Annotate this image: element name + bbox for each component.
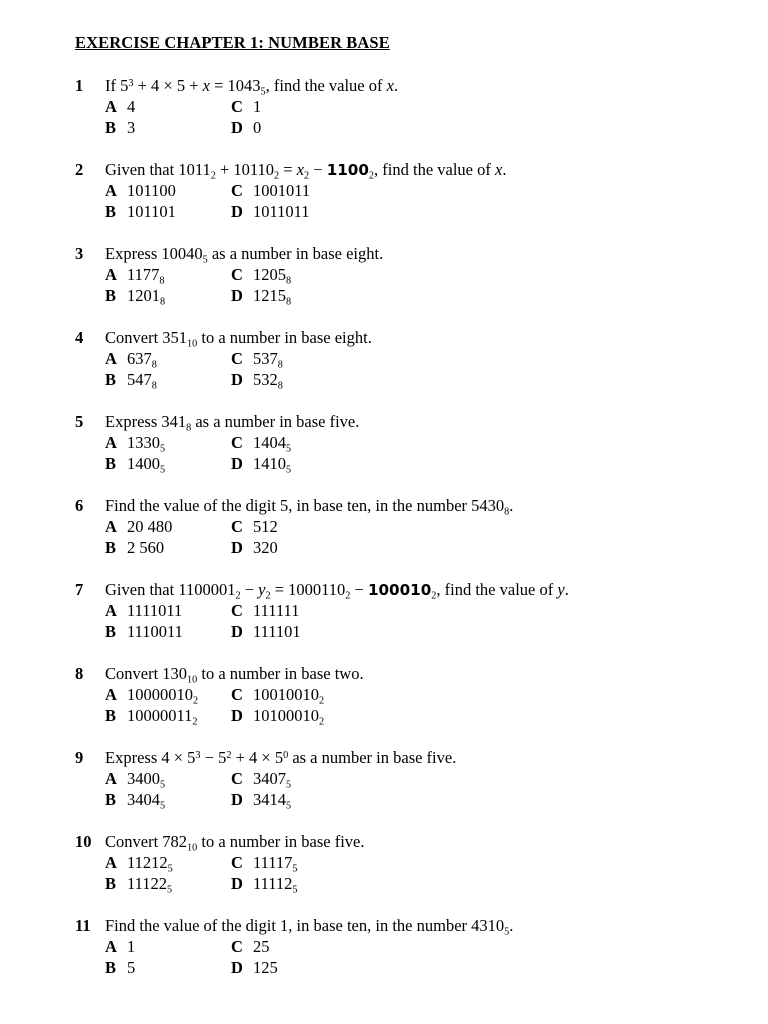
- text-fragment: x: [296, 160, 305, 179]
- text-fragment: 5: [167, 863, 173, 875]
- option-value: [127, 181, 176, 200]
- option-value: [253, 769, 292, 791]
- option-letter: B: [105, 538, 117, 557]
- option-letter: B: [105, 790, 117, 809]
- option-d[interactable]: [231, 453, 291, 474]
- option-letter: A: [105, 349, 117, 368]
- option-d[interactable]: [231, 705, 324, 726]
- option-value: [253, 706, 325, 728]
- text-fragment: to a number in base five.: [197, 832, 365, 851]
- page-title: EXERCISE CHAPTER 1: NUMBER BASE: [75, 33, 390, 52]
- option-b[interactable]: [105, 201, 176, 222]
- option-value: [253, 538, 278, 557]
- text-fragment: 2: [319, 716, 325, 728]
- option-c[interactable]: [231, 936, 270, 957]
- text-fragment: =: [279, 160, 297, 179]
- text-fragment: 2: [265, 590, 271, 602]
- text-fragment: 1110011: [127, 622, 183, 641]
- question-stem: [105, 495, 513, 516]
- option-c[interactable]: [231, 432, 291, 453]
- option-value: [127, 202, 176, 221]
- option-value: [127, 622, 183, 641]
- option-value: [253, 937, 270, 956]
- question-number: 1: [75, 76, 84, 95]
- text-fragment: as a number in base five.: [191, 412, 360, 431]
- text-fragment: 10000011: [127, 706, 193, 725]
- option-letter: A: [105, 769, 117, 788]
- option-value: [253, 118, 261, 137]
- question-11: [75, 915, 755, 978]
- question-4: [75, 327, 755, 390]
- text-fragment: 2: [192, 716, 198, 728]
- option-letter: A: [105, 181, 117, 200]
- text-fragment: y: [557, 580, 565, 599]
- question-1: [75, 75, 755, 138]
- text-fragment: 5: [202, 254, 208, 266]
- question-number: 4: [75, 328, 84, 347]
- text-fragment: 125: [253, 958, 278, 977]
- option-letter: C: [231, 181, 243, 200]
- text-fragment: .: [393, 76, 399, 95]
- text-fragment: 11112: [253, 874, 293, 893]
- option-value: [127, 874, 173, 896]
- text-fragment: 4: [127, 97, 136, 116]
- text-fragment: 5: [292, 863, 298, 875]
- text-fragment: 5: [504, 926, 510, 938]
- text-fragment: 1: [127, 937, 136, 956]
- text-fragment: 11117: [253, 853, 293, 872]
- option-value: [253, 370, 283, 392]
- text-fragment: 512: [253, 517, 278, 536]
- text-fragment: 1201: [127, 286, 160, 305]
- text-fragment: .: [564, 580, 569, 599]
- question-number: 11: [75, 916, 91, 935]
- option-c[interactable]: [231, 348, 283, 369]
- option-letter: D: [231, 622, 243, 641]
- text-fragment: Find the value of the digit 5, in base ten, in the number 5430: [105, 496, 505, 515]
- text-fragment: 2: [226, 749, 232, 761]
- option-d[interactable]: [231, 957, 278, 978]
- text-fragment: Given that 1100001: [105, 580, 236, 599]
- option-a[interactable]: [105, 516, 172, 537]
- option-c[interactable]: [231, 516, 278, 537]
- option-a[interactable]: [105, 180, 176, 201]
- option-value: [253, 517, 278, 536]
- question-number: 3: [75, 244, 84, 263]
- option-value: [127, 433, 166, 455]
- question-stem: [105, 411, 359, 432]
- question-5: [75, 411, 755, 474]
- option-d[interactable]: [231, 621, 301, 642]
- text-fragment: x: [386, 76, 394, 95]
- option-letter: B: [105, 958, 117, 977]
- text-fragment: 11122: [127, 874, 168, 893]
- option-value: [253, 685, 325, 707]
- question-stem: [105, 747, 456, 768]
- option-letter: C: [231, 349, 243, 368]
- text-fragment: 3404: [127, 790, 160, 809]
- option-a[interactable]: [105, 852, 173, 873]
- text-fragment: 8: [277, 359, 283, 371]
- text-fragment: 5: [292, 884, 298, 896]
- text-fragment: .: [502, 160, 507, 179]
- text-fragment: , find the value of: [436, 580, 558, 599]
- option-letter: A: [105, 265, 117, 284]
- text-fragment: 25: [253, 937, 270, 956]
- option-c[interactable]: [231, 600, 299, 621]
- text-fragment: 100010: [367, 581, 432, 599]
- option-value: [127, 769, 166, 791]
- text-fragment: Convert 782: [105, 832, 188, 851]
- option-letter: A: [105, 517, 117, 536]
- option-value: [253, 286, 292, 308]
- option-a[interactable]: [105, 348, 157, 369]
- option-letter: A: [105, 97, 117, 116]
- option-letter: D: [231, 958, 243, 977]
- option-letter: C: [231, 685, 243, 704]
- question-stem: [105, 915, 513, 936]
- option-letter: D: [231, 454, 243, 473]
- text-fragment: + 4 × 5: [231, 748, 284, 767]
- option-d[interactable]: [231, 789, 291, 810]
- text-fragment: + 10110: [215, 160, 275, 179]
- option-d[interactable]: [231, 117, 261, 138]
- text-fragment: 3: [127, 118, 136, 137]
- option-b[interactable]: [105, 117, 135, 138]
- option-letter: D: [231, 118, 243, 137]
- text-fragment: 5: [286, 779, 292, 791]
- text-fragment: as a number in base eight.: [207, 244, 384, 263]
- option-c[interactable]: [231, 180, 310, 201]
- option-value: [253, 97, 261, 116]
- option-value: [127, 538, 164, 557]
- option-value: [127, 790, 166, 812]
- text-fragment: 1205: [253, 265, 286, 284]
- text-fragment: 1400: [127, 454, 160, 473]
- text-fragment: 3407: [253, 769, 286, 788]
- text-fragment: 2: [274, 170, 280, 182]
- option-value: [127, 601, 182, 620]
- question-7: [75, 579, 755, 642]
- text-fragment: 2: [304, 170, 310, 182]
- option-letter: D: [231, 202, 243, 221]
- option-value: [253, 874, 298, 896]
- option-b[interactable]: [105, 621, 183, 642]
- text-fragment: .: [509, 916, 514, 935]
- text-fragment: 2: [431, 590, 437, 602]
- text-fragment: − 5: [200, 748, 227, 767]
- option-value: [127, 517, 172, 536]
- option-letter: C: [231, 769, 243, 788]
- option-a[interactable]: [105, 600, 182, 621]
- question-number: 10: [75, 832, 92, 851]
- option-b[interactable]: [105, 873, 172, 894]
- text-fragment: 2: [210, 170, 216, 182]
- text-fragment: Find the value of the digit 1, in base ten, in the number 4310: [105, 916, 505, 935]
- option-a[interactable]: [105, 264, 165, 285]
- question-number: 7: [75, 580, 84, 599]
- text-fragment: 1001011: [253, 181, 311, 200]
- question-3: [75, 243, 755, 306]
- text-fragment: If 5: [105, 76, 129, 95]
- option-letter: A: [105, 853, 117, 872]
- text-fragment: as a number in base five.: [288, 748, 457, 767]
- text-fragment: 1330: [127, 433, 160, 452]
- text-fragment: 547: [127, 370, 152, 389]
- question-stem: [105, 159, 506, 181]
- text-fragment: 8: [277, 380, 283, 392]
- text-fragment: 1011011: [253, 202, 310, 221]
- option-letter: C: [231, 853, 243, 872]
- text-fragment: 11212: [127, 853, 168, 872]
- text-fragment: 101101: [127, 202, 176, 221]
- text-fragment: Express 10040: [105, 244, 203, 263]
- text-fragment: −: [350, 580, 368, 599]
- text-fragment: 5: [286, 800, 292, 812]
- text-fragment: 1410: [253, 454, 286, 473]
- option-letter: B: [105, 202, 117, 221]
- option-letter: D: [231, 286, 243, 305]
- question-10: [75, 831, 755, 894]
- option-value: [253, 349, 283, 371]
- option-letter: A: [105, 601, 117, 620]
- option-value: [253, 265, 292, 287]
- question-number: 8: [75, 664, 84, 683]
- option-value: [127, 118, 135, 137]
- question-number: 5: [75, 412, 84, 431]
- option-value: [127, 958, 135, 977]
- question-number: 2: [75, 160, 84, 179]
- text-fragment: 10: [187, 842, 198, 854]
- option-letter: A: [105, 937, 117, 956]
- question-stem: [105, 831, 365, 852]
- text-fragment: 0: [253, 118, 262, 137]
- text-fragment: x: [202, 76, 210, 95]
- option-value: [127, 706, 198, 728]
- option-c[interactable]: [231, 684, 324, 705]
- text-fragment: 20 480: [127, 517, 173, 536]
- option-value: [253, 601, 299, 620]
- text-fragment: 8: [151, 359, 157, 371]
- text-fragment: 1177: [127, 265, 160, 284]
- option-b[interactable]: [105, 789, 165, 810]
- option-a[interactable]: [105, 684, 198, 705]
- text-fragment: 8: [286, 296, 292, 308]
- question-number: 6: [75, 496, 84, 515]
- text-fragment: 1404: [253, 433, 286, 452]
- text-fragment: 5: [127, 958, 136, 977]
- text-fragment: 2: [235, 590, 241, 602]
- option-value: [127, 937, 135, 956]
- text-fragment: Convert 130: [105, 664, 188, 683]
- question-number: 9: [75, 748, 84, 767]
- question-2: [75, 159, 755, 222]
- text-fragment: 1215: [253, 286, 286, 305]
- text-fragment: 1100: [326, 161, 369, 179]
- option-a[interactable]: [105, 96, 135, 117]
- text-fragment: 111111: [253, 601, 300, 620]
- text-fragment: 3414: [253, 790, 286, 809]
- option-value: [253, 853, 298, 875]
- text-fragment: .: [509, 496, 514, 515]
- option-a[interactable]: [105, 936, 135, 957]
- option-letter: B: [105, 118, 117, 137]
- option-d[interactable]: [231, 369, 283, 390]
- text-fragment: 10: [187, 674, 198, 686]
- text-fragment: 5: [160, 443, 166, 455]
- option-letter: A: [105, 685, 117, 704]
- text-fragment: 537: [253, 349, 278, 368]
- question-stem: [105, 243, 383, 264]
- option-value: [253, 433, 292, 455]
- option-d[interactable]: [231, 285, 291, 306]
- option-b[interactable]: [105, 453, 165, 474]
- text-fragment: 2 560: [127, 538, 165, 557]
- text-fragment: Express 4 × 5: [105, 748, 196, 767]
- text-fragment: 101100: [127, 181, 176, 200]
- option-letter: B: [105, 874, 117, 893]
- option-letter: B: [105, 454, 117, 473]
- text-fragment: to a number in base eight.: [197, 328, 372, 347]
- text-fragment: 3: [128, 77, 134, 89]
- option-value: [127, 454, 166, 476]
- option-letter: C: [231, 937, 243, 956]
- option-value: [127, 97, 135, 116]
- text-fragment: x: [495, 160, 503, 179]
- text-fragment: = 1000110: [270, 580, 346, 599]
- option-a[interactable]: [105, 432, 165, 453]
- option-d[interactable]: [231, 873, 298, 894]
- text-fragment: 532: [253, 370, 278, 389]
- question-stem: [105, 663, 364, 684]
- option-c[interactable]: [231, 852, 298, 873]
- option-value: [253, 622, 301, 641]
- option-value: [127, 349, 157, 371]
- text-fragment: 2: [345, 590, 351, 602]
- text-fragment: + 4 × 5 +: [133, 76, 203, 95]
- text-fragment: 5: [260, 86, 266, 98]
- text-fragment: 8: [151, 380, 157, 392]
- option-value: [253, 202, 310, 221]
- text-fragment: 2: [193, 695, 199, 707]
- option-c[interactable]: [231, 264, 291, 285]
- text-fragment: , find the value of: [265, 76, 387, 95]
- text-fragment: 1: [253, 97, 262, 116]
- text-fragment: 3400: [127, 769, 160, 788]
- option-b[interactable]: [105, 285, 165, 306]
- option-value: [127, 370, 157, 392]
- question-stem: [105, 579, 569, 601]
- text-fragment: , find the value of: [374, 160, 495, 179]
- option-letter: A: [105, 433, 117, 452]
- option-value: [127, 265, 165, 287]
- option-letter: D: [231, 370, 243, 389]
- text-fragment: 5: [160, 464, 166, 476]
- option-value: [253, 958, 278, 977]
- option-letter: C: [231, 97, 243, 116]
- text-fragment: Convert 351: [105, 328, 188, 347]
- text-fragment: to a number in base two.: [197, 664, 364, 683]
- question-8: [75, 663, 755, 726]
- text-fragment: 5: [160, 800, 166, 812]
- text-fragment: 5: [286, 464, 292, 476]
- option-letter: B: [105, 622, 117, 641]
- option-letter: C: [231, 517, 243, 536]
- text-fragment: 10: [187, 338, 198, 350]
- text-fragment: −: [309, 160, 327, 179]
- text-fragment: 637: [127, 349, 152, 368]
- question-6: [75, 495, 755, 558]
- option-b[interactable]: [105, 537, 164, 558]
- option-b[interactable]: [105, 957, 135, 978]
- option-letter: C: [231, 601, 243, 620]
- text-fragment: 2: [368, 170, 375, 182]
- option-letter: D: [231, 706, 243, 725]
- text-fragment: 2: [319, 695, 325, 707]
- option-b[interactable]: [105, 369, 157, 390]
- option-value: [253, 454, 292, 476]
- option-value: [253, 790, 292, 812]
- option-c[interactable]: [231, 96, 261, 117]
- option-letter: B: [105, 706, 117, 725]
- option-letter: D: [231, 790, 243, 809]
- option-d[interactable]: [231, 537, 278, 558]
- text-fragment: 8: [504, 506, 510, 518]
- text-fragment: 10000010: [127, 685, 193, 704]
- text-fragment: 8: [286, 275, 292, 287]
- option-d[interactable]: [231, 201, 310, 222]
- text-fragment: −: [240, 580, 259, 599]
- option-value: [253, 181, 310, 200]
- text-fragment: 10100010: [253, 706, 319, 725]
- option-value: [127, 685, 199, 707]
- text-fragment: 5: [167, 884, 173, 896]
- option-value: [127, 286, 166, 308]
- text-fragment: 8: [160, 296, 166, 308]
- text-fragment: 1111011: [127, 601, 183, 620]
- text-fragment: = 1043: [209, 76, 261, 95]
- question-9: [75, 747, 755, 810]
- option-letter: D: [231, 874, 243, 893]
- option-a[interactable]: [105, 768, 165, 789]
- text-fragment: y: [258, 580, 266, 599]
- option-letter: C: [231, 433, 243, 452]
- question-stem: [105, 75, 398, 96]
- text-fragment: 8: [159, 275, 165, 287]
- option-letter: D: [231, 538, 243, 557]
- text-fragment: 0: [283, 749, 289, 761]
- text-fragment: 3: [195, 749, 201, 761]
- text-fragment: 111101: [253, 622, 301, 641]
- text-fragment: 320: [253, 538, 278, 557]
- option-letter: C: [231, 265, 243, 284]
- question-stem: [105, 327, 372, 348]
- option-b[interactable]: [105, 705, 198, 726]
- text-fragment: Given that 1011: [105, 160, 211, 179]
- option-c[interactable]: [231, 768, 291, 789]
- text-fragment: 5: [160, 779, 166, 791]
- text-fragment: 10010010: [253, 685, 319, 704]
- option-value: [127, 853, 173, 875]
- option-letter: B: [105, 286, 117, 305]
- text-fragment: Express 341: [105, 412, 187, 431]
- text-fragment: 5: [286, 443, 292, 455]
- option-letter: B: [105, 370, 117, 389]
- text-fragment: 8: [186, 422, 192, 434]
